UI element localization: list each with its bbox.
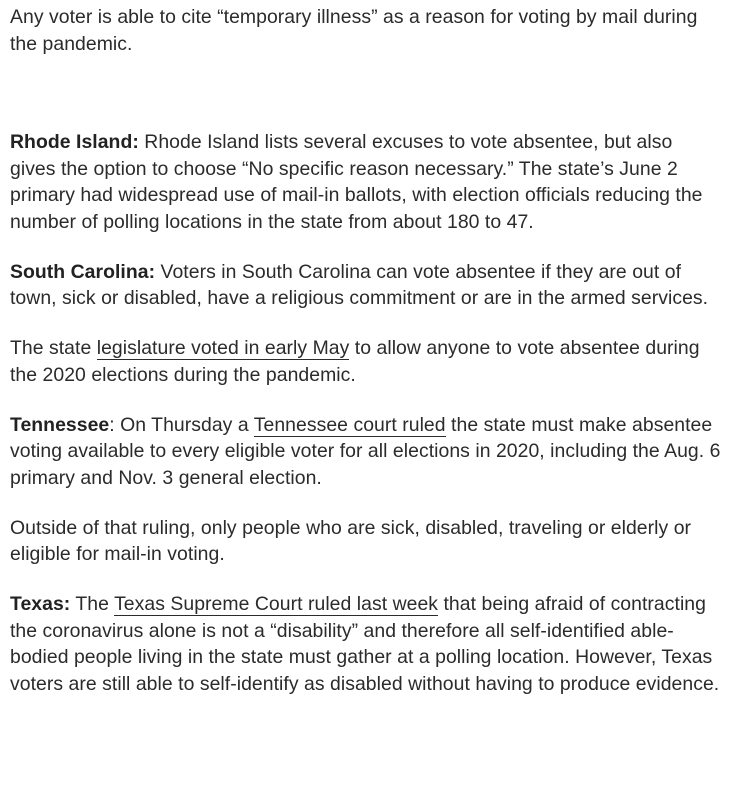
south-carolina-text: Voters in South Carolina can vote absentee if they are out of town, sick or disabled, have a religious commitment or are in the armed services. [10, 260, 709, 310]
texas-text-before: The [70, 593, 115, 616]
tennessee-text-before: : On Thursday a [109, 413, 254, 436]
paragraph-south-carolina-legislature [10, 335, 722, 388]
tennessee-text-after: the state must make absentee voting available to every eligible voter for all elections in 2020, including the Aug. 6 primary and Nov. 3 general election. [10, 413, 721, 489]
paragraph-intro [10, 4, 722, 57]
state-label-texas: Texas: [10, 593, 71, 616]
state-label-south-carolina: South Carolina: [10, 260, 156, 283]
state-label-tennessee: Tennessee [10, 413, 110, 436]
paragraph-south-carolina [10, 259, 722, 312]
paragraph-tennessee [10, 412, 722, 492]
tennessee-court-ruled-link[interactable]: Tennessee court ruled [253, 413, 446, 436]
paragraph-tennessee-outside [10, 515, 722, 568]
paragraph-rhode-island [10, 129, 722, 236]
texas-text-after: that being afraid of contracting the coronavirus alone is not a “disability” and therefore all self-identified able-bodied people living in the state must gather at a polling location. However, Texas voters are still able to self-identify as disabled without having to produce evidence. [10, 593, 720, 696]
sc-legislature-text-before: The state [10, 337, 97, 360]
rhode-island-text: Rhode Island lists several excuses to vote absentee, but also gives the option to choose “No specific reason necessary.” The state’s June 2 primary had widespread use of mail-in ballots, with election officials reducing the number of polling locations in the state from about 180 to 47. [10, 130, 703, 234]
legislature-voted-link[interactable]: legislature voted in early May [96, 337, 350, 360]
paragraph-texas [10, 591, 722, 698]
intro-text: Any voter is able to cite “temporary illness” as a reason for voting by mail during the pandemic. [10, 6, 698, 55]
tennessee-outside-text: Outside of that ruling, only people who are sick, disabled, traveling or elderly or eligible for mail-in voting. [10, 516, 692, 566]
sc-legislature-text-after: to allow anyone to vote absentee during the 2020 elections during the pandemic. [10, 337, 700, 386]
texas-supreme-court-link[interactable]: Texas Supreme Court ruled last week [114, 593, 439, 616]
state-label-rhode-island: Rhode Island: [10, 130, 139, 153]
article-body [10, 4, 722, 698]
